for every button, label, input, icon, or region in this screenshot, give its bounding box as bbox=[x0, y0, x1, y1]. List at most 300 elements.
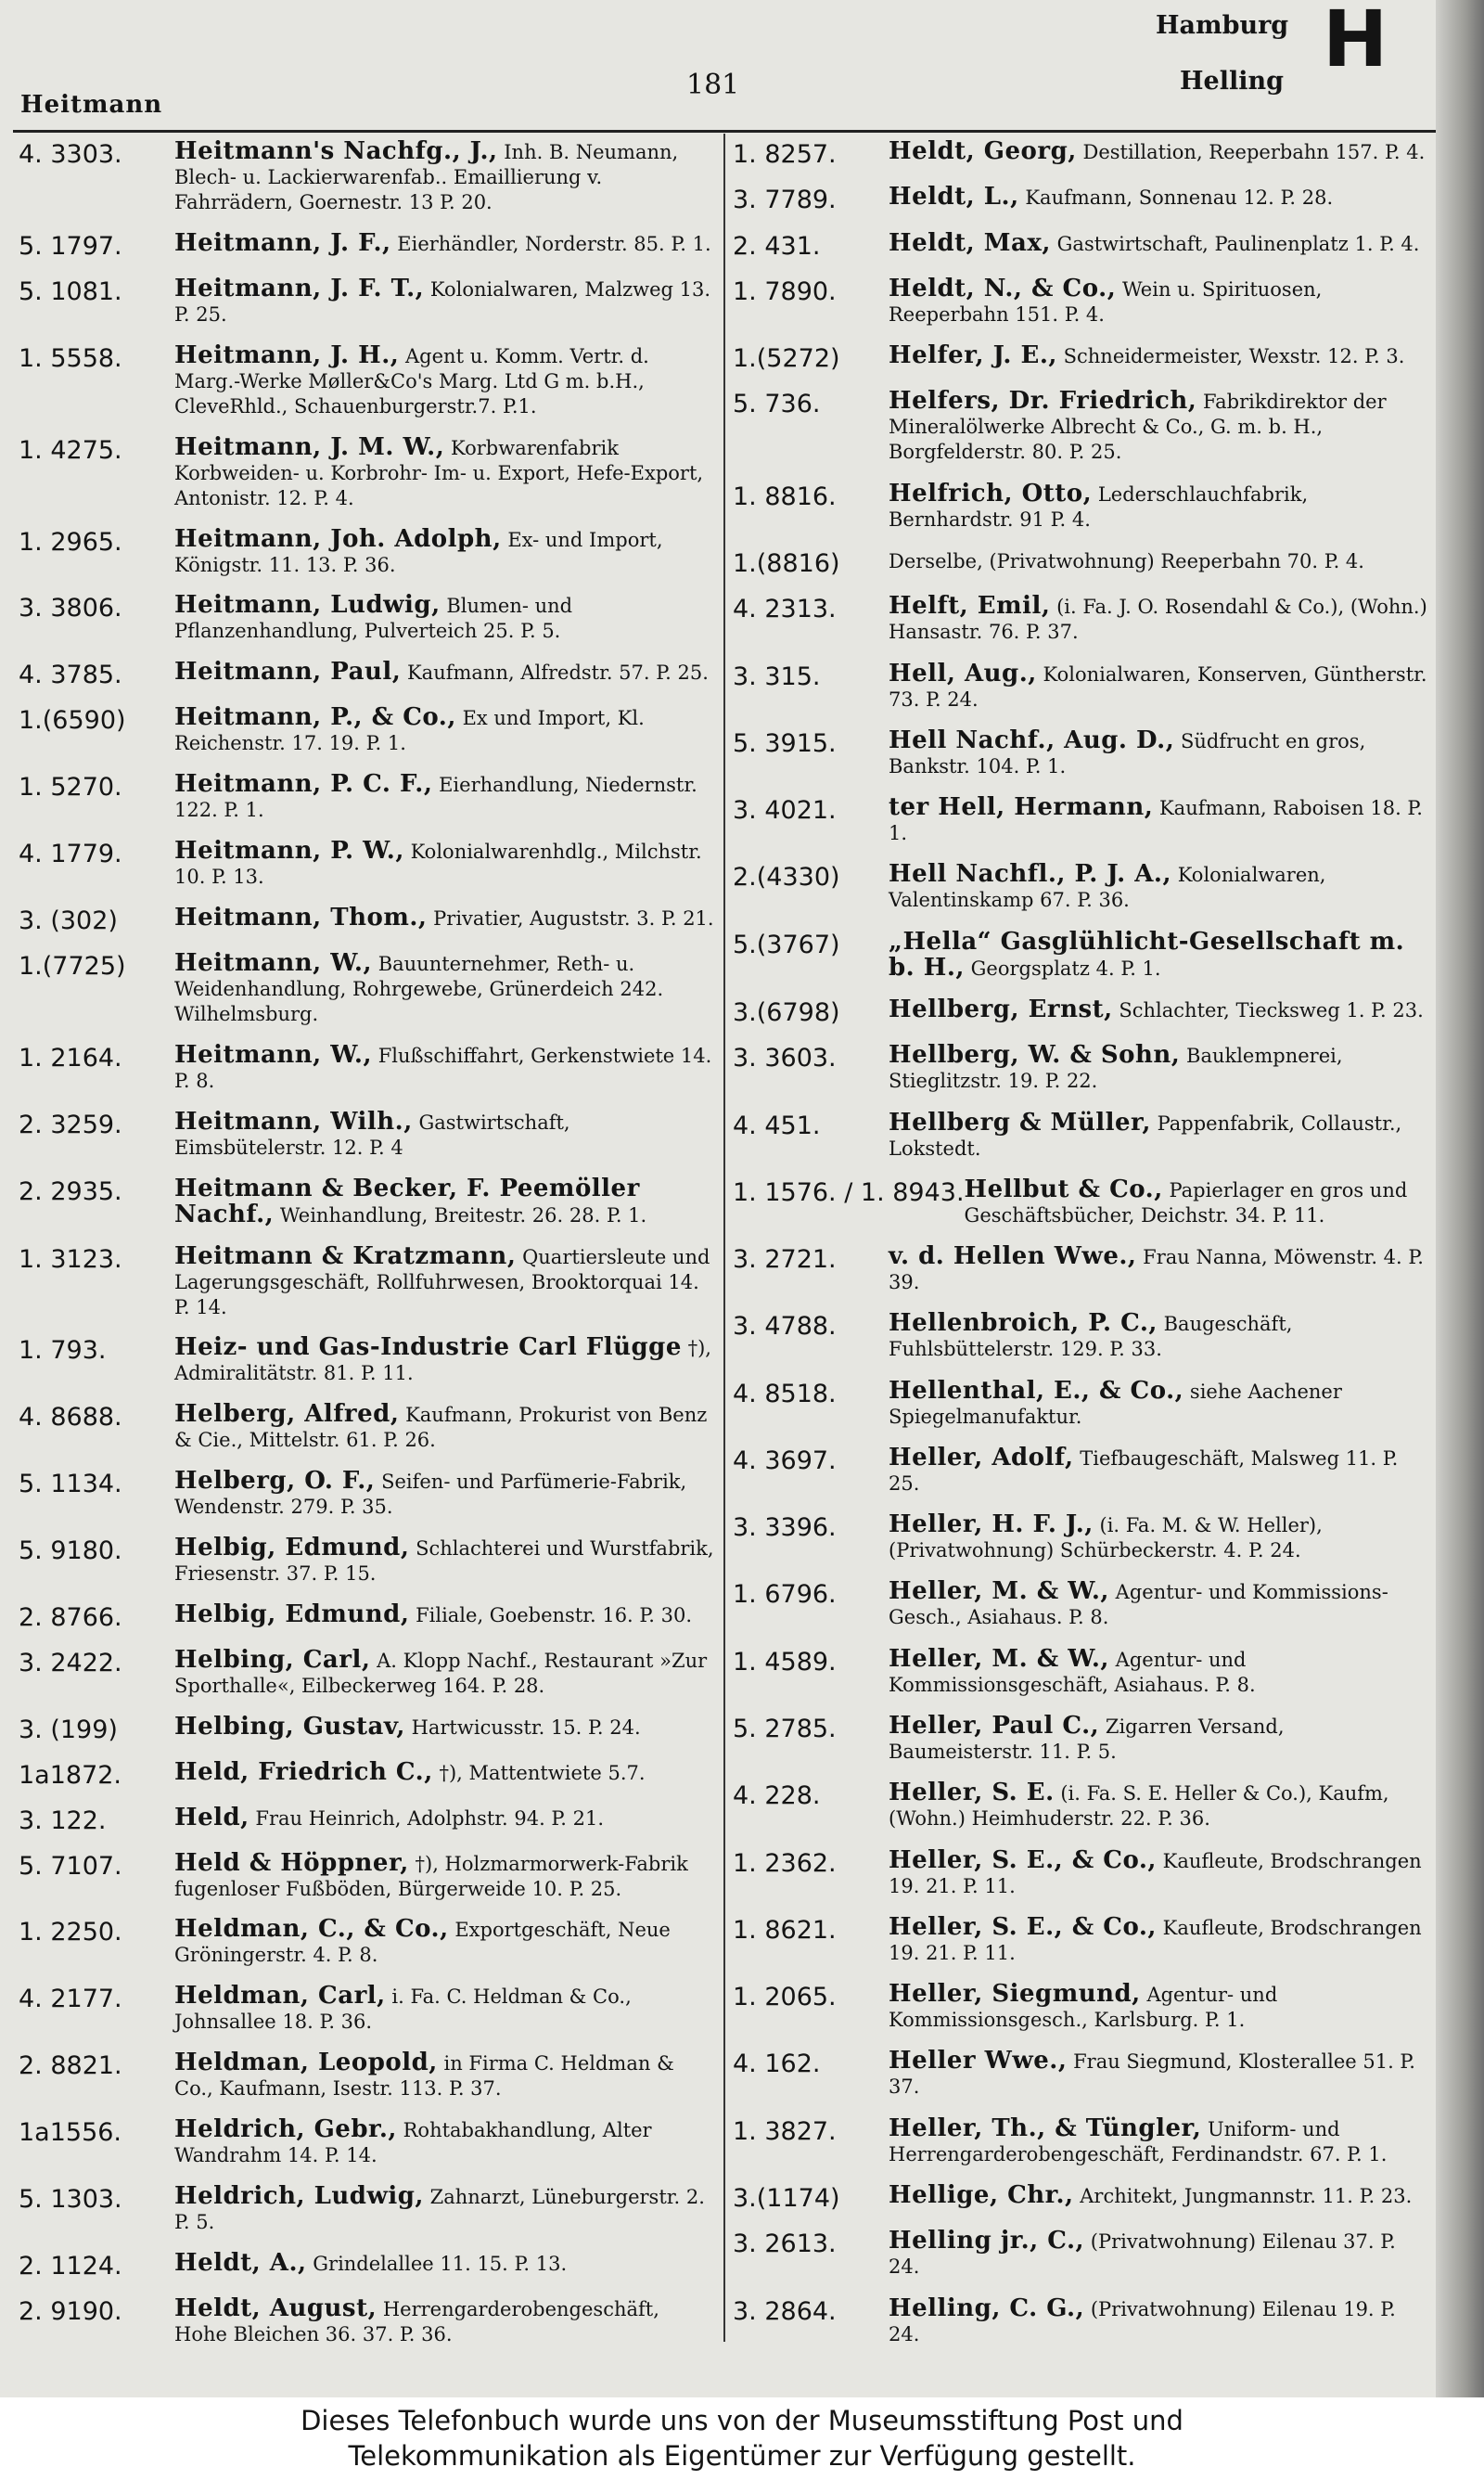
directory-entry bbox=[19, 948, 716, 1027]
entry-name: Helfer, J. E., bbox=[889, 341, 1057, 370]
entry-body bbox=[889, 389, 1430, 465]
entry-name: Heller, Siegmund, bbox=[889, 1980, 1141, 2009]
entry-details: Gastwirtschaft, Eimsbütelerstr. 12. P. 4 bbox=[174, 1111, 570, 1159]
entry-body bbox=[889, 659, 1430, 713]
entry-body bbox=[174, 1712, 716, 1741]
phone-number: 2. 8766. bbox=[19, 1603, 122, 1633]
phone-number: 4. 3785. bbox=[19, 661, 122, 690]
entry-details: Schlachter, Tiecksweg 1. P. 23. bbox=[1119, 998, 1424, 1022]
directory-entry bbox=[733, 1177, 1430, 1228]
directory-entry bbox=[19, 2296, 716, 2347]
entry-body bbox=[889, 2183, 1430, 2209]
phone-number: 1. 8621. bbox=[733, 1915, 837, 1945]
entry-name: Heldrich, Gebr., bbox=[174, 2115, 397, 2144]
entry-name: Helberg, Alfred, bbox=[174, 1400, 400, 1429]
directory-entry bbox=[733, 1108, 1430, 1162]
directory-entry bbox=[19, 1469, 716, 1520]
directory-entry bbox=[19, 276, 716, 328]
entry-body bbox=[889, 1443, 1430, 1497]
entry-details: Korbwarenfabrik Korbweiden- u. Korbrohr- Im- u. Export, Hefe-Export, Antonistr. 12. P. 4. bbox=[174, 436, 704, 509]
entry-name: Heitmann, Ludwig, bbox=[174, 591, 441, 620]
directory-entry bbox=[19, 660, 716, 689]
phone-number: 4. 451. bbox=[733, 1111, 821, 1140]
phone-number: 5.(3767) bbox=[733, 930, 840, 959]
directory-entry bbox=[733, 228, 1430, 261]
entry-details: (i. Fa. J. O. Rosendahl & Co.), (Wohn.) Hansastr. 76. P. 37. bbox=[889, 596, 1427, 644]
phone-number: 4. 228. bbox=[733, 1781, 821, 1811]
entry-details: (Privatwohnung) Eilenau 37. P. 24. bbox=[889, 2230, 1396, 2279]
directory-entry bbox=[733, 2183, 1430, 2213]
entry-body bbox=[174, 1536, 716, 1587]
directory-entry bbox=[733, 795, 1430, 846]
entry-name: ter Hell, Hermann, bbox=[889, 793, 1154, 822]
phone-number: 4. 162. bbox=[733, 2050, 821, 2079]
directory-entry bbox=[733, 1376, 1430, 1430]
right-column bbox=[733, 139, 1430, 2347]
entry-name: Heller, S. E. bbox=[889, 1779, 1055, 1807]
entry-details: Rohtabakhandlung, Alter Wandrahm 14. P. 14. bbox=[174, 2119, 652, 2167]
entry-body bbox=[889, 862, 1430, 913]
phone-number: 1a1556. bbox=[19, 2118, 122, 2148]
entry-name: Heitmann, J. H., bbox=[174, 341, 400, 369]
entry-details: Uniform- und Herrengarderobengeschäft, Ferdinandstr. 67. P. 1. bbox=[889, 2117, 1388, 2165]
entry-details: Kolonialwaren, Konserven, Güntherstr. 73. P. 24. bbox=[889, 662, 1427, 711]
directory-entry bbox=[19, 139, 716, 215]
entry-details: Kaufmann, Prokurist von Benz & Cie., Mittelstr. 61. P. 26. bbox=[174, 1404, 708, 1452]
entry-name: Heitmann, J. F., bbox=[174, 228, 391, 257]
entry-body bbox=[174, 1805, 716, 1831]
entry-body bbox=[174, 660, 716, 686]
phone-number: 5. 9180. bbox=[19, 1536, 122, 1566]
entry-name: Heitmann & Kratzmann, bbox=[174, 1241, 517, 1270]
entry-body bbox=[889, 479, 1430, 533]
entry-body bbox=[889, 1108, 1430, 1162]
entry-details: Kaufleute, Brodschrangen 19. 21. P. 11. bbox=[889, 1849, 1422, 1897]
entry-body bbox=[174, 705, 716, 756]
phone-number: 3. 7789. bbox=[733, 186, 837, 215]
entry-name: Heller, Th., & Tüngler, bbox=[889, 2114, 1202, 2142]
phone-number: 5. 2785. bbox=[733, 1715, 837, 1744]
directory-entry bbox=[733, 2049, 1430, 2100]
entry-body bbox=[174, 2117, 716, 2168]
entry-name: Heitmann, Paul, bbox=[174, 658, 402, 687]
entry-name: Heitmann, Joh. Adolph, bbox=[174, 524, 502, 553]
entry-body bbox=[174, 1176, 716, 1228]
entry-body bbox=[889, 1376, 1430, 1430]
directory-entry bbox=[19, 839, 716, 890]
entry-body bbox=[174, 1402, 716, 1453]
entry-details: Schlachterei und Wurstfabrik, Friesenstr. 37. P. 15. bbox=[174, 1537, 714, 1586]
directory-entry bbox=[733, 2116, 1430, 2167]
phone-number: 1. 2164. bbox=[19, 1043, 122, 1073]
entry-details: Fabrikdirektor der Mineralölwerke Albrecht & Co., G. m. b. H., Borgfelderstr. 80. P. 25. bbox=[889, 391, 1387, 464]
entry-details: Südfrucht en gros, Bankstr. 104. P. 1. bbox=[889, 729, 1366, 777]
phone-number: 4. 2177. bbox=[19, 1985, 122, 2014]
entry-details: in Firma C. Heldman & Co., Kaufmann, Isestr. 113. P. 37. bbox=[174, 2052, 674, 2101]
entry-details: Kaufmann, Sonnenau 12. P. 28. bbox=[1025, 186, 1334, 210]
entry-details: Schneidermeister, Wexstr. 12. P. 3. bbox=[1063, 345, 1405, 368]
entry-name: Hellenbroich, P. C., bbox=[889, 1309, 1158, 1338]
left-column bbox=[19, 139, 716, 2347]
entry-body bbox=[889, 2116, 1430, 2167]
phone-number: 3. (199) bbox=[19, 1715, 118, 1744]
directory-entry bbox=[19, 1984, 716, 2035]
phone-number: 1. 1576. / 1. 8943. bbox=[733, 1177, 965, 1207]
phone-number: 2. 2935. bbox=[19, 1176, 122, 1206]
entry-name: Held, Friedrich C., bbox=[174, 1757, 433, 1786]
entry-name: Hellige, Chr., bbox=[889, 2181, 1074, 2209]
entry-details: Exportgeschäft, Neue Gröningerstr. 4. P. 8. bbox=[174, 1919, 671, 1967]
column-divider bbox=[723, 134, 725, 2342]
phone-number: 4. 3303. bbox=[19, 140, 122, 169]
directory-entry bbox=[733, 659, 1430, 713]
directory-entry bbox=[19, 1805, 716, 1835]
entry-details: Agentur- und Kommissions-Gesch., Asiahaus. P. 8. bbox=[889, 1581, 1388, 1629]
entry-name: Hellbut & Co., bbox=[964, 1175, 1163, 1203]
directory-entry bbox=[733, 1579, 1430, 1630]
directory-entry bbox=[733, 548, 1430, 578]
directory-entry bbox=[733, 139, 1430, 169]
entry-body bbox=[889, 2229, 1430, 2280]
entry-body bbox=[174, 903, 716, 932]
phone-number: 1. 4589. bbox=[733, 1647, 837, 1677]
phone-number: 1. 3827. bbox=[733, 2116, 837, 2146]
entry-name: Helbing, Gustav, bbox=[174, 1712, 405, 1741]
entry-details: Hartwicusstr. 15. P. 24. bbox=[411, 1715, 641, 1739]
phone-number: 1. 2065. bbox=[733, 1983, 837, 2012]
entry-details: Derselbe, (Privatwohnung) Reeperbahn 70. P. 4. bbox=[889, 549, 1364, 572]
directory-entry bbox=[733, 1912, 1430, 1966]
entry-details: (i. Fa. S. E. Heller & Co.), Kaufm, (Wohn.) Heimhuderstr. 22. P. 36. bbox=[889, 1782, 1389, 1831]
directory-entry bbox=[733, 389, 1430, 465]
phone-number: 5. 7107. bbox=[19, 1851, 122, 1881]
entry-body bbox=[174, 1241, 716, 1320]
entry-body bbox=[174, 1602, 716, 1628]
directory-entry bbox=[733, 1780, 1430, 1831]
directory-entry bbox=[733, 594, 1430, 645]
directory-entry bbox=[19, 343, 716, 419]
entry-body bbox=[889, 343, 1430, 369]
phone-number: 3. 3603. bbox=[733, 1044, 837, 1073]
entry-body bbox=[174, 1040, 716, 1094]
entry-body bbox=[889, 1982, 1430, 2033]
entry-details: Agentur- und Kommissionsgeschäft, Asiahaus. P. 8. bbox=[889, 1648, 1256, 1696]
entry-name: Heldt, August, bbox=[174, 2294, 377, 2322]
entry-body bbox=[174, 1848, 716, 1902]
entry-details: Privatier, Auguststr. 3. P. 21. bbox=[433, 906, 714, 930]
entry-details: Tiefbaugeschäft, Malsweg 11. P. 25. bbox=[889, 1446, 1399, 1495]
entry-name: Helfrich, Otto, bbox=[889, 479, 1093, 508]
phone-number: 3. 2721. bbox=[733, 1245, 837, 1275]
entry-name: Hellberg, Ernst, bbox=[889, 995, 1113, 1023]
entry-body bbox=[174, 1645, 716, 1699]
entry-body bbox=[889, 1043, 1430, 1094]
entry-body bbox=[174, 139, 716, 215]
entry-body bbox=[174, 2050, 716, 2101]
directory-entry bbox=[19, 1040, 716, 1094]
phone-number: 1. 7890. bbox=[733, 276, 837, 306]
entry-name: Heldman, Leopold, bbox=[174, 2049, 438, 2077]
entry-body bbox=[174, 1984, 716, 2035]
entry-body bbox=[174, 1469, 716, 1520]
entry-name: Heitmann, W., bbox=[174, 948, 373, 977]
directory-entry bbox=[19, 1602, 716, 1632]
entry-name: Heldrich, Ludwig, bbox=[174, 2182, 424, 2211]
entry-name: Heller, Adolf, bbox=[889, 1443, 1074, 1471]
entry-body bbox=[889, 997, 1430, 1023]
header-rule bbox=[13, 130, 1438, 133]
directory-entry bbox=[19, 903, 716, 935]
entry-body bbox=[889, 1845, 1430, 1899]
entry-body bbox=[965, 1177, 1430, 1228]
entry-details: Quartiersleute und Lagerungsgeschäft, Rollfuhrwesen, Brooktorquai 14. P. 14. bbox=[174, 1245, 710, 1318]
phone-number: 1a1872. bbox=[19, 1760, 122, 1790]
directory-entry bbox=[733, 185, 1430, 214]
phone-number: 4. 8688. bbox=[19, 1403, 122, 1433]
entry-name: Helbing, Carl, bbox=[174, 1645, 371, 1674]
entry-name: Heldman, C., & Co., bbox=[174, 1915, 449, 1944]
entry-details: Agentur- und Kommissionsgesch., Karlsburg. P. 1. bbox=[889, 1984, 1278, 2032]
entry-body bbox=[889, 1579, 1430, 1630]
entry-body bbox=[889, 276, 1430, 328]
entry-details: Frau Heinrich, Adolphstr. 94. P. 21. bbox=[255, 1806, 605, 1830]
directory-entry bbox=[733, 2296, 1430, 2347]
entry-details: Eierhandlung, Niedernstr. 122. P. 1. bbox=[174, 774, 697, 822]
entry-name: Heldt, L., bbox=[889, 183, 1019, 212]
entry-details: Georgsplatz 4. P. 1. bbox=[970, 957, 1161, 980]
entry-details: A. Klopp Nachf., Restaurant »Zur Sporthalle«, Eilbeckerweg 164. P. 28. bbox=[174, 1649, 708, 1697]
footer-line-2: Telekommunikation als Eigentümer zur Verfügung gestellt. bbox=[348, 2440, 1136, 2472]
entry-details: Flußschiffahrt, Gerkenstwiete 14. P. 8. bbox=[174, 1044, 712, 1092]
entry-details: i. Fa. C. Heldman & Co., Johnsallee 18. P. 36. bbox=[174, 1985, 632, 2034]
entry-name: Hellberg, W. & Sohn, bbox=[889, 1041, 1181, 1070]
entry-body bbox=[174, 276, 716, 328]
directory-entry bbox=[733, 2229, 1430, 2280]
entry-name: Helft, Emil, bbox=[889, 592, 1051, 621]
entry-body bbox=[889, 1311, 1430, 1362]
footer-notice bbox=[0, 2397, 1484, 2480]
entry-details: Kolonialwarenhdlg., Milchstr. 10. P. 13. bbox=[174, 841, 702, 889]
directory-entry bbox=[19, 1536, 716, 1587]
phone-number: 1. 5270. bbox=[19, 773, 122, 803]
entry-name: Heiz- und Gas-Industrie Carl Flügge bbox=[174, 1333, 682, 1362]
phone-number: 5. 1797. bbox=[19, 231, 122, 261]
entry-details: Ex- und Import, Königstr. 11. 13. P. 36. bbox=[174, 528, 663, 576]
entry-name: Heldt, Max, bbox=[889, 228, 1051, 257]
phone-number: 1.(6590) bbox=[19, 706, 126, 736]
entry-body bbox=[174, 1107, 716, 1161]
entry-body bbox=[174, 524, 716, 578]
entry-name: Heldt, N., & Co., bbox=[889, 274, 1117, 302]
phone-number: 3. 4021. bbox=[733, 796, 837, 826]
entry-name: Helbig, Edmund, bbox=[174, 1600, 410, 1629]
entry-name: Heller, M. & W., bbox=[889, 1644, 1109, 1673]
phone-number: 3.(1174) bbox=[733, 2184, 840, 2213]
directory-entry bbox=[733, 997, 1430, 1027]
header-left-name: Heitmann bbox=[20, 91, 163, 119]
entry-details: †), Mattentwiete 5.7. bbox=[439, 1761, 646, 1784]
directory-entry bbox=[733, 1982, 1430, 2033]
phone-number: 2.(4330) bbox=[733, 863, 840, 893]
directory-entry bbox=[19, 2184, 716, 2235]
entry-details: Zahnarzt, Lüneburgerstr. 2. P. 5. bbox=[174, 2186, 705, 2234]
directory-entry bbox=[19, 772, 716, 823]
directory-entry bbox=[19, 2117, 716, 2168]
entry-details: Ex und Import, Kl. Reichenstr. 17. 19. P. 1. bbox=[174, 707, 645, 755]
directory-entry bbox=[19, 593, 716, 644]
phone-number: 1.(5272) bbox=[733, 344, 840, 374]
entry-details: Grindelallee 11. 15. P. 13. bbox=[313, 2253, 568, 2275]
entry-body bbox=[174, 343, 716, 419]
entry-name: „Hella“ Gasglühlicht-Gesellschaft m. b. H., bbox=[889, 927, 1405, 982]
entry-details: Zigarren Versand, Baumeisterstr. 11. P. 5. bbox=[889, 1715, 1285, 1764]
header-right-name: Helling bbox=[1180, 67, 1284, 96]
entry-details: Gastwirtschaft, Paulinenplatz 1. P. 4. bbox=[1056, 232, 1420, 255]
entry-name: Heitmann's Nachfg., J., bbox=[174, 137, 498, 165]
entry-body bbox=[889, 1912, 1430, 1966]
entry-name: Heitmann, J. F. T., bbox=[174, 274, 425, 302]
phone-number: 3. 122. bbox=[19, 1805, 107, 1835]
phone-number: 4. 1779. bbox=[19, 840, 122, 869]
directory-entry bbox=[19, 1241, 716, 1320]
phone-number: 1. 2362. bbox=[733, 1848, 837, 1878]
directory-entry bbox=[733, 1244, 1430, 1295]
entry-name: Hell Nachf., Aug. D., bbox=[889, 726, 1175, 754]
directory-entry bbox=[19, 1335, 716, 1386]
entry-body bbox=[174, 1917, 716, 1968]
directory-entry bbox=[733, 728, 1430, 779]
entry-body bbox=[889, 548, 1430, 574]
directory-entry bbox=[733, 343, 1430, 373]
entry-body bbox=[889, 594, 1430, 645]
entry-name: Hellenthal, E., & Co., bbox=[889, 1376, 1184, 1405]
entry-name: Heitmann, P. C. F., bbox=[174, 770, 433, 799]
phone-number: 2. 3259. bbox=[19, 1110, 122, 1139]
entry-details: Weinhandlung, Breitestr. 26. 28. P. 1. bbox=[279, 1203, 647, 1227]
phone-number: 2. 8821. bbox=[19, 2051, 122, 2081]
entry-body bbox=[889, 228, 1430, 257]
entry-body bbox=[889, 927, 1430, 982]
phone-number: 1. 8257. bbox=[733, 140, 837, 169]
phone-number: 3. 2422. bbox=[19, 1648, 122, 1677]
phone-number: 1. 2965. bbox=[19, 527, 122, 557]
entry-details: †), Admiralitätstr. 81. P. 11. bbox=[174, 1337, 711, 1385]
phone-number: 5. 3915. bbox=[733, 728, 837, 758]
entry-body bbox=[174, 432, 716, 511]
entry-name: Heitmann, P. W., bbox=[174, 837, 404, 866]
entry-name: Heitmann, P., & Co., bbox=[174, 703, 456, 732]
entry-name: Heitmann, Thom., bbox=[174, 903, 428, 932]
entry-details: Bauklempnerei, Stieglitzstr. 19. P. 22. bbox=[889, 1045, 1343, 1093]
entry-name: Heitmann, W., bbox=[174, 1040, 373, 1069]
directory-entry bbox=[733, 1311, 1430, 1362]
directory-entry bbox=[19, 1176, 716, 1228]
entry-details: siehe Aachener Spiegelmanufaktur. bbox=[889, 1380, 1342, 1428]
phone-number: 4. 8518. bbox=[733, 1379, 837, 1408]
entry-body bbox=[889, 1244, 1430, 1295]
entry-body bbox=[889, 1780, 1430, 1831]
entry-details: Pappenfabrik, Collaustr., Lokstedt. bbox=[889, 1112, 1402, 1160]
phone-number: 1. 3123. bbox=[19, 1244, 122, 1274]
directory-entry bbox=[733, 1512, 1430, 1563]
entry-details: Filiale, Goebenstr. 16. P. 30. bbox=[416, 1604, 693, 1627]
phone-number: 1. 4275. bbox=[19, 435, 122, 465]
header-letter: H bbox=[1323, 0, 1388, 84]
directory-entry bbox=[733, 1644, 1430, 1698]
directory-entry bbox=[19, 1712, 716, 1744]
entry-details: Lederschlauchfabrik, Bernhardstr. 91 P. 4. bbox=[889, 482, 1309, 531]
entry-name: Hell Nachfl., P. J. A., bbox=[889, 860, 1171, 889]
entry-body bbox=[889, 1644, 1430, 1698]
directory-entry bbox=[19, 1848, 716, 1902]
entry-body bbox=[889, 2049, 1430, 2100]
entry-details: Frau Siegmund, Klosterallee 51. P. 37. bbox=[889, 2050, 1415, 2099]
phone-number: 4. 2313. bbox=[733, 595, 837, 624]
entry-details: Destillation, Reeperbahn 157. P. 4. bbox=[1082, 141, 1426, 163]
header-city: Hamburg bbox=[1156, 11, 1289, 40]
directory-entry bbox=[733, 276, 1430, 328]
entry-details: Bauunternehmer, Reth- u. Weidenhandlung, Rohrgewebe, Grünerdeich 242. Wilhelmsburg. bbox=[174, 952, 664, 1025]
directory-entry bbox=[733, 862, 1430, 913]
entry-name: Heitmann, J. M. W., bbox=[174, 432, 445, 461]
directory-entry bbox=[733, 1845, 1430, 1899]
phone-number: 3. 3806. bbox=[19, 594, 122, 623]
directory-entry bbox=[733, 1443, 1430, 1497]
entry-body bbox=[174, 948, 716, 1027]
phone-number: 3. 4788. bbox=[733, 1312, 837, 1342]
phone-number: 3. 2613. bbox=[733, 2229, 837, 2259]
entry-name: Heller, Paul C., bbox=[889, 1712, 1100, 1741]
entry-name: Heitmann, Wilh., bbox=[174, 1107, 413, 1136]
phone-number: 1.(7725) bbox=[19, 951, 126, 981]
phone-number: 1. 6796. bbox=[733, 1580, 837, 1610]
phone-number: 5. 1134. bbox=[19, 1470, 122, 1499]
entry-details: Blumen- und Pflanzenhandlung, Pulverteich 25. P. 5. bbox=[174, 595, 573, 643]
entry-name: Helbig, Edmund, bbox=[174, 1534, 410, 1562]
entry-name: Helling, C. G., bbox=[889, 2294, 1085, 2322]
entry-name: Helberg, O. F., bbox=[174, 1467, 376, 1496]
phone-number: 5. 1303. bbox=[19, 2185, 122, 2215]
entry-body bbox=[889, 1714, 1430, 1765]
directory-entry bbox=[19, 2251, 716, 2281]
entry-body bbox=[889, 139, 1430, 165]
entry-details: Agent u. Komm. Vertr. d. Marg.-Werke Møller&Co's Marg. Ltd G m. b.H., CleveRhld., Schauenburgerstr.7. P.1. bbox=[174, 344, 649, 418]
footer-line-1: Dieses Telefonbuch wurde uns von der Museumsstiftung Post und bbox=[301, 2405, 1183, 2436]
entry-name: Helfers, Dr. Friedrich, bbox=[889, 387, 1197, 416]
entry-name: Heller, H. F. J., bbox=[889, 1510, 1094, 1539]
entry-details: Kaufmann, Alfredstr. 57. P. 25. bbox=[406, 662, 709, 685]
phone-number: 1. 5558. bbox=[19, 343, 122, 373]
entry-name: Heller Wwe., bbox=[889, 2047, 1068, 2075]
phone-number: 2. 431. bbox=[733, 231, 821, 261]
entry-name: v. d. Hellen Wwe., bbox=[889, 1242, 1137, 1271]
entry-details: †), Holzmarmorwerk-Fabrik fugenloser Fußböden, Bürgerweide 10. P. 25. bbox=[174, 1852, 688, 1900]
page-number: 181 bbox=[686, 69, 740, 101]
phone-number: 2. 9190. bbox=[19, 2296, 122, 2326]
entry-body bbox=[889, 2296, 1430, 2347]
directory-entry bbox=[19, 1757, 716, 1790]
entry-details: Kaufmann, Raboisen 18. P. 1. bbox=[889, 797, 1423, 845]
directory-entry bbox=[733, 1714, 1430, 1765]
phone-number: 5. 1081. bbox=[19, 276, 122, 306]
entry-body bbox=[889, 185, 1430, 211]
entry-details: Papierlager en gros und Geschäftsbücher, Deichstr. 34. P. 11. bbox=[964, 1178, 1408, 1227]
phone-number: 3.(6798) bbox=[733, 997, 840, 1027]
phone-number: 1. 8816. bbox=[733, 482, 837, 511]
entry-name: Heller, S. E., & Co., bbox=[889, 1845, 1157, 1874]
entry-body bbox=[174, 2296, 716, 2347]
entry-name: Held, bbox=[174, 1803, 249, 1831]
